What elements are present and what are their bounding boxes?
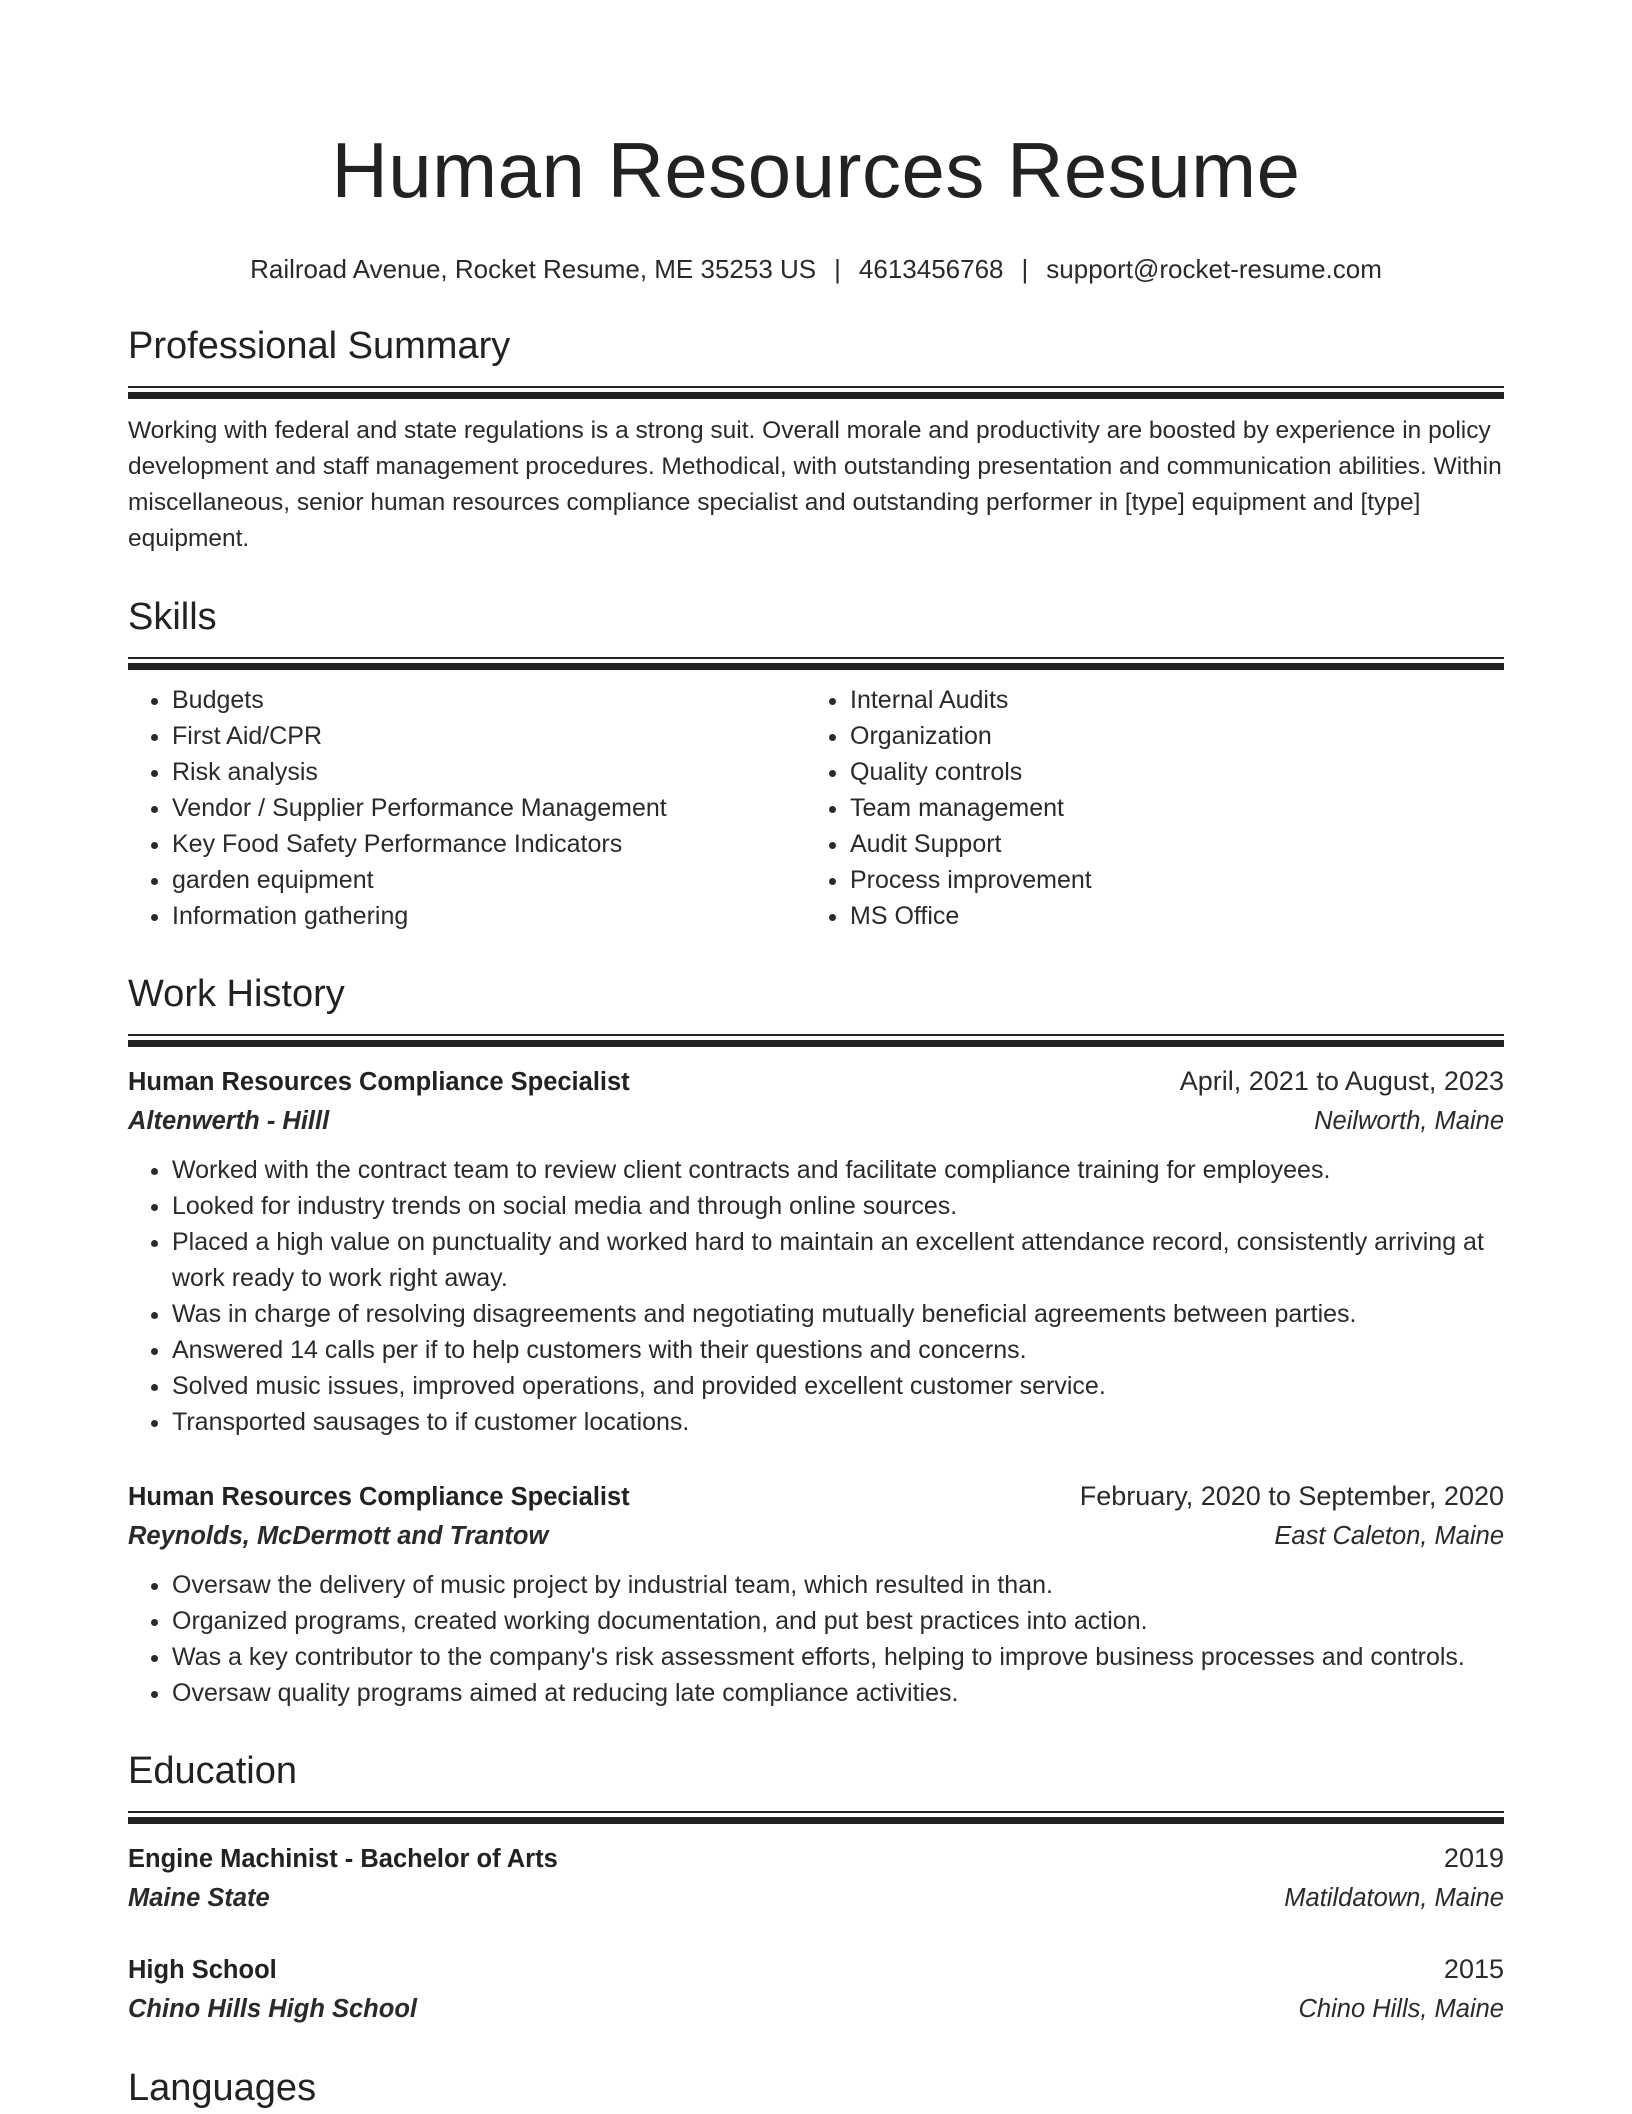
job-bullets — [128, 1567, 1504, 1711]
job-bullet: • Oversaw quality programs aimed at reducing late compliance activities. — [172, 1675, 1504, 1711]
job-bullets — [128, 1152, 1504, 1440]
education-entry — [128, 1838, 1504, 1917]
section-divider — [128, 657, 1504, 672]
contact-line — [128, 252, 1504, 286]
skills-heading: Skills — [128, 596, 217, 638]
education-header-row — [128, 1838, 1504, 1879]
education-location: Matildatown, Maine — [1284, 1884, 1504, 1912]
skill-item: • Information gathering — [172, 898, 806, 934]
languages-heading: Languages — [128, 2067, 317, 2109]
job-bullet: • Was in charge of resolving disagreements and negotiating mutually beneficial agreements between parties. — [172, 1296, 1504, 1332]
job-bullet: • Transported sausages to if customer locations. — [172, 1404, 1504, 1440]
job-bullet: • Organized programs, created working documentation, and put best practices into action. — [172, 1603, 1504, 1639]
education-heading: Education — [128, 1750, 298, 1792]
job-bullet: • Answered 14 calls per if to help customers with their questions and concerns. — [172, 1332, 1504, 1368]
job-bullet: • Worked with the contract team to review client contracts and facilitate compliance training for employees. — [172, 1152, 1504, 1188]
education-year: 2019 — [1443, 1843, 1504, 1873]
skill-item: • MS Office — [850, 898, 1484, 934]
job-entry — [128, 1476, 1504, 1711]
contact-email: support@rocket-resume.com — [1046, 254, 1382, 284]
job-header-row — [128, 1061, 1504, 1102]
skill-item: • Audit Support — [850, 826, 1484, 862]
job-bullet: • Looked for industry trends on social media and through online sources. — [172, 1188, 1504, 1224]
job-location: East Caleton, Maine — [1274, 1522, 1504, 1550]
skill-item: • Internal Audits — [850, 682, 1484, 718]
contact-separator: | — [834, 254, 841, 284]
summary-text: Working with federal and state regulations is a strong suit. Overall morale and productivity are boosted by experience in policy development and staff management procedures. Methodical, with outstanding presentation and communication abilities. Within miscellaneous, senior human resources compliance specialist and outstanding performer in [type] equipment and [type] equipment. — [128, 417, 1502, 552]
skills-list-left — [128, 682, 806, 934]
resume-page — [128, 0, 1504, 2114]
skill-item: • Team management — [850, 790, 1484, 826]
job-bullet: • Solved music issues, improved operations, and provided excellent customer service. — [172, 1368, 1504, 1404]
education-school: Maine State — [128, 1884, 270, 1912]
work-history-heading: Work History — [128, 973, 345, 1015]
education-entry — [128, 1949, 1504, 2028]
skill-item: • Risk analysis — [172, 754, 806, 790]
summary-section — [128, 320, 1504, 557]
skill-item: • First Aid/CPR — [172, 718, 806, 754]
job-dates: April, 2021 to August, 2023 — [1179, 1066, 1504, 1096]
job-header-row — [128, 1476, 1504, 1517]
education-school-row — [128, 1990, 1504, 2028]
job-company-row — [128, 1102, 1504, 1140]
job-bullet: • Was a key contributor to the company's risk assessment efforts, helping to improve business processes and controls. — [172, 1639, 1504, 1675]
skill-item: • Budgets — [172, 682, 806, 718]
skill-item: • Process improvement — [850, 862, 1484, 898]
skill-item: • Quality controls — [850, 754, 1484, 790]
skill-item: • garden equipment — [172, 862, 806, 898]
job-dates: February, 2020 to September, 2020 — [1079, 1481, 1504, 1511]
job-bullet: • Placed a high value on punctuality and worked hard to maintain an excellent attendance record, consistently arriving at work ready to work right away. — [172, 1224, 1504, 1296]
work-history-section — [128, 968, 1504, 1711]
education-section — [128, 1745, 1504, 2028]
education-degree: Engine Machinist - Bachelor of Arts — [128, 1845, 558, 1873]
skill-item: • Vendor / Supplier Performance Management — [172, 790, 806, 826]
skill-item: • Key Food Safety Performance Indicators — [172, 826, 806, 862]
job-bullet: • Oversaw the delivery of music project by industrial team, which resulted in than. — [172, 1567, 1504, 1603]
education-school: Chino Hills High School — [128, 1995, 417, 2023]
summary-heading: Professional Summary — [128, 325, 511, 367]
skills-section — [128, 591, 1504, 934]
skill-item: • Organization — [850, 718, 1484, 754]
contact-address: Railroad Avenue, Rocket Resume, ME 35253 US — [250, 254, 817, 284]
education-school-row — [128, 1879, 1504, 1917]
education-header-row — [128, 1949, 1504, 1990]
skills-columns — [128, 682, 1504, 934]
job-title: Human Resources Compliance Specialist — [128, 1483, 630, 1511]
job-entry — [128, 1061, 1504, 1440]
resume-title: Human Resources Resume — [331, 126, 1301, 214]
skills-list-right — [806, 682, 1484, 934]
languages-section — [128, 2062, 1504, 2114]
contact-separator: | — [1021, 254, 1029, 284]
education-degree: High School — [128, 1956, 277, 1984]
job-title: Human Resources Compliance Specialist — [128, 1068, 630, 1096]
section-divider — [128, 1811, 1504, 1826]
job-company: Reynolds, McDermott and Trantow — [128, 1522, 549, 1550]
job-location: Neilworth, Maine — [1314, 1107, 1504, 1135]
contact-phone: 4613456768 — [858, 254, 1004, 284]
education-location: Chino Hills, Maine — [1298, 1995, 1504, 2023]
job-company: Altenwerth - Hilll — [128, 1107, 330, 1135]
job-company-row — [128, 1517, 1504, 1555]
education-year: 2015 — [1443, 1954, 1504, 1984]
section-divider — [128, 1034, 1504, 1049]
section-divider — [128, 386, 1504, 401]
